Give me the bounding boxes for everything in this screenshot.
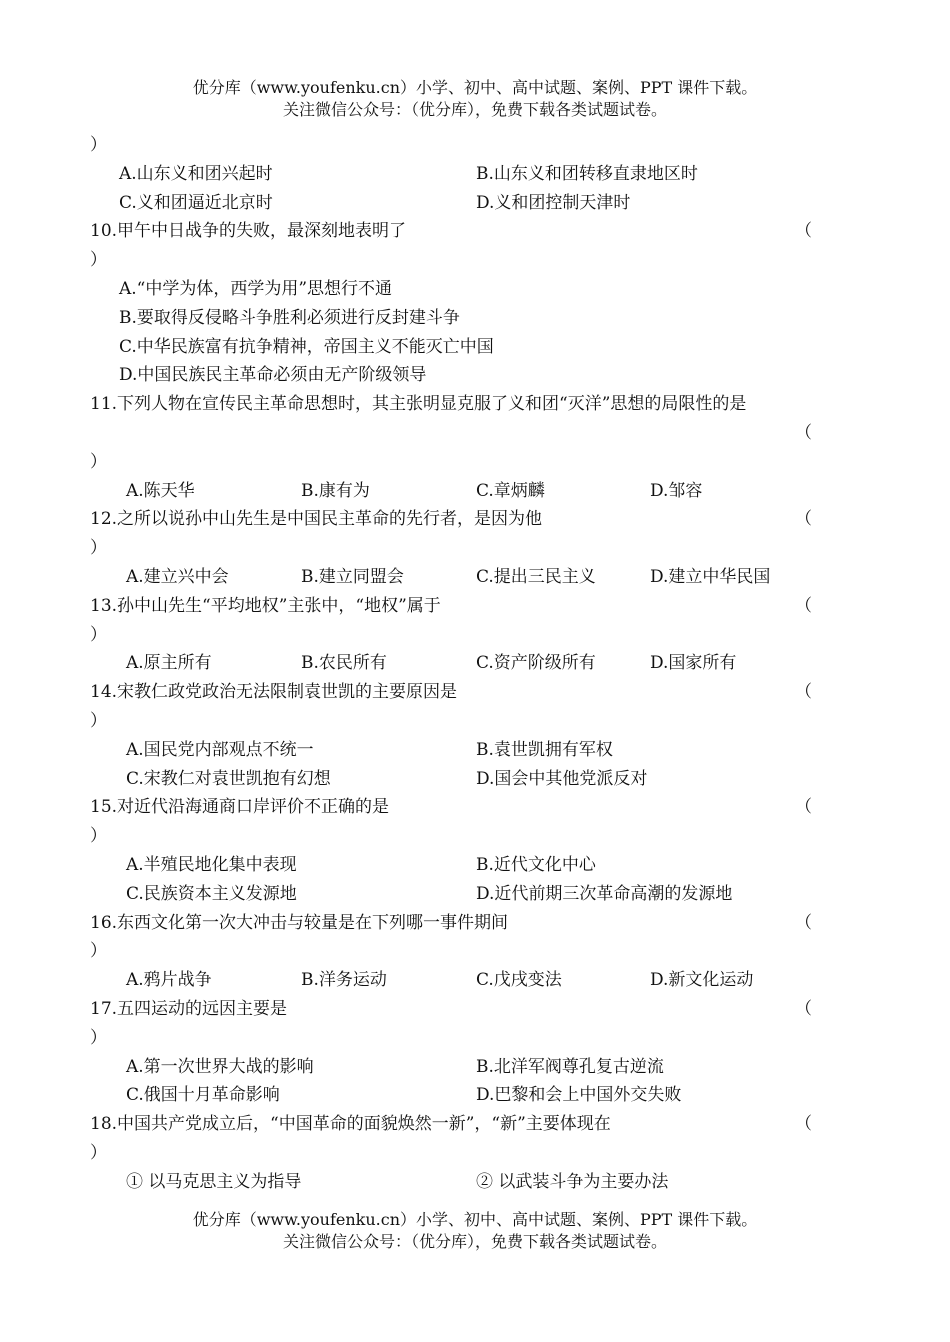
q15-open-paren: （ <box>795 797 812 818</box>
close-paren: ） <box>90 135 107 155</box>
close-paren: ） <box>90 941 107 962</box>
q10-close-paren <box>90 246 810 275</box>
q10-stem: 10.甲午中日战争的失败，最深刻地表明了 <box>90 221 407 242</box>
q14-option-a: A.国民党内部观点不统一 <box>126 739 314 760</box>
q12-stem-line <box>90 505 810 534</box>
header-line-1: 优分库（www.youfenku.cn）小学、初中、高中试题、案例、PPT 课件下载。 <box>192 78 758 97</box>
q14-stem: 14.宋教仁政党政治无法限制袁世凯的主要原因是 <box>90 682 458 703</box>
close-paren: ） <box>90 250 107 271</box>
q14-options-row2 <box>90 765 810 794</box>
q9-option-c: C.义和团逼近北京时 <box>119 192 273 213</box>
q11-close-paren <box>90 448 810 477</box>
q11-open-paren-line <box>90 419 810 448</box>
q15-option-d: D.近代前期三次革命高潮的发源地 <box>476 883 733 904</box>
close-paren: ） <box>90 538 107 559</box>
q12-option-c: C.提出三民主义 <box>476 566 596 587</box>
q11-stem: 11.下列人物在宣传民主革命思想时，其主张明显克服了义和团“灭洋”思想的局限性的是 <box>90 394 747 415</box>
close-paren: ） <box>90 710 107 731</box>
q12-options-row <box>90 563 810 592</box>
page-header <box>0 77 950 121</box>
question-area <box>90 131 810 1196</box>
q13-open-paren: （ <box>795 595 812 616</box>
q15-options-row1 <box>90 851 810 880</box>
q16-open-paren: （ <box>795 912 812 933</box>
q15-close-paren <box>90 822 810 851</box>
q15-options-row2 <box>90 880 810 909</box>
close-paren: ） <box>90 451 107 472</box>
q14-close-paren <box>90 707 810 736</box>
q17-stem: 17.五四运动的远因主要是 <box>90 998 288 1019</box>
q13-stem-line <box>90 592 810 621</box>
q10-option-c: C.中华民族富有抗争精神，帝国主义不能灭亡中国 <box>119 336 494 357</box>
q12-open-paren: （ <box>795 509 812 530</box>
q11-option-a: A.陈天华 <box>126 480 195 501</box>
footer-line-2: 关注微信公众号：（优分库），免费下载各类试题试卷。 <box>282 1232 667 1251</box>
q15-option-a: A.半殖民地化集中表现 <box>126 854 297 875</box>
q18-stem: 18.中国共产党成立后，“中国革命的面貌焕然一新”，“新”主要体现在 <box>90 1114 611 1135</box>
page-footer <box>0 1209 950 1253</box>
q18-stem-line <box>90 1110 810 1139</box>
q16-close-paren <box>90 937 810 966</box>
q9-close-paren <box>90 131 810 160</box>
q11-option-c: C.章炳麟 <box>476 480 545 501</box>
q16-option-b: B.洋务运动 <box>301 970 387 991</box>
q13-options-row <box>90 649 810 678</box>
header-line-2: 关注微信公众号：（优分库），免费下载各类试题试卷。 <box>282 100 667 119</box>
q11-options-row <box>90 477 810 506</box>
q16-options-row <box>90 966 810 995</box>
q10-option-c-row <box>90 333 810 362</box>
q10-open-paren: （ <box>795 221 812 242</box>
footer-line-1: 优分库（www.youfenku.cn）小学、初中、高中试题、案例、PPT 课件下载。 <box>192 1210 758 1229</box>
q15-stem: 15.对近代沿海通商口岸评价不正确的是 <box>90 797 390 818</box>
q17-options-row1 <box>90 1053 810 1082</box>
q16-stem-line <box>90 909 810 938</box>
q11-open-paren: （ <box>795 422 812 443</box>
q13-option-c: C.资产阶级所有 <box>476 653 596 674</box>
q17-option-a: A.第一次世界大战的影响 <box>126 1056 314 1077</box>
q10-option-b-row <box>90 304 810 333</box>
q10-option-a-row <box>90 275 810 304</box>
q9-option-b: B.山东义和团转移直隶地区时 <box>476 163 698 184</box>
q15-option-c: C.民族资本主义发源地 <box>126 883 297 904</box>
q18-item-1: ① 以马克思主义为指导 <box>126 1171 302 1192</box>
q12-option-a: A.建立兴中会 <box>126 566 229 587</box>
q9-option-a: A.山东义和团兴起时 <box>119 163 273 184</box>
q16-option-d: D.新文化运动 <box>650 970 754 991</box>
q11-stem-line <box>90 390 810 419</box>
q17-options-row2 <box>90 1081 810 1110</box>
q13-stem: 13.孙中山先生“平均地权”主张中，“地权”属于 <box>90 595 441 616</box>
q16-stem: 16.东西文化第一次大冲击与较量是在下列哪一事件期间 <box>90 912 509 933</box>
q14-option-b: B.袁世凯拥有军权 <box>476 739 613 760</box>
q9-option-d: D.义和团控制天津时 <box>476 192 631 213</box>
q16-option-c: C.戊戌变法 <box>476 970 562 991</box>
q13-option-a: A.原主所有 <box>126 653 212 674</box>
q14-open-paren: （ <box>795 682 812 703</box>
q10-option-d-row <box>90 361 810 390</box>
q12-close-paren <box>90 534 810 563</box>
q17-stem-line <box>90 995 810 1024</box>
q11-option-d: D.邹容 <box>650 480 703 501</box>
close-paren: ） <box>90 1142 107 1163</box>
q16-option-a: A.鸦片战争 <box>126 970 212 991</box>
q13-option-d: D.国家所有 <box>650 653 737 674</box>
q15-option-b: B.近代文化中心 <box>476 854 596 875</box>
q10-option-d: D.中国民族民主革命必须由无产阶级领导 <box>119 365 427 386</box>
q15-stem-line <box>90 793 810 822</box>
q14-stem-line <box>90 678 810 707</box>
q10-stem-line <box>90 217 810 246</box>
q18-item-2: ② 以武装斗争为主要办法 <box>476 1171 669 1192</box>
q11-option-b: B.康有为 <box>301 480 370 501</box>
close-paren: ） <box>90 624 107 645</box>
q17-open-paren: （ <box>795 998 812 1019</box>
q18-open-paren: （ <box>795 1114 812 1135</box>
q18-close-paren <box>90 1139 810 1168</box>
q13-option-b: B.农民所有 <box>301 653 387 674</box>
q17-close-paren <box>90 1024 810 1053</box>
q18-items-row <box>90 1168 810 1197</box>
q12-option-b: B.建立同盟会 <box>301 566 404 587</box>
q14-options-row1 <box>90 736 810 765</box>
q13-close-paren <box>90 621 810 650</box>
q10-option-b: B.要取得反侵略斗争胜利必须进行反封建斗争 <box>119 307 460 328</box>
q17-option-b: B.北洋军阀尊孔复古逆流 <box>476 1056 664 1077</box>
q14-option-d: D.国会中其他党派反对 <box>476 768 648 789</box>
q9-options-row2 <box>90 189 810 218</box>
q14-option-c: C.宋教仁对袁世凯抱有幻想 <box>126 768 331 789</box>
close-paren: ） <box>90 1027 107 1048</box>
close-paren: ） <box>90 826 107 847</box>
q10-option-a: A.“中学为体，西学为用”思想行不通 <box>119 278 393 299</box>
q12-stem: 12.之所以说孙中山先生是中国民主革命的先行者，是因为他 <box>90 509 543 530</box>
q17-option-d: D.巴黎和会上中国外交失败 <box>476 1085 682 1106</box>
q17-option-c: C.俄国十月革命影响 <box>126 1085 280 1106</box>
q12-option-d: D.建立中华民国 <box>650 566 771 587</box>
q9-options-row1 <box>90 160 810 189</box>
